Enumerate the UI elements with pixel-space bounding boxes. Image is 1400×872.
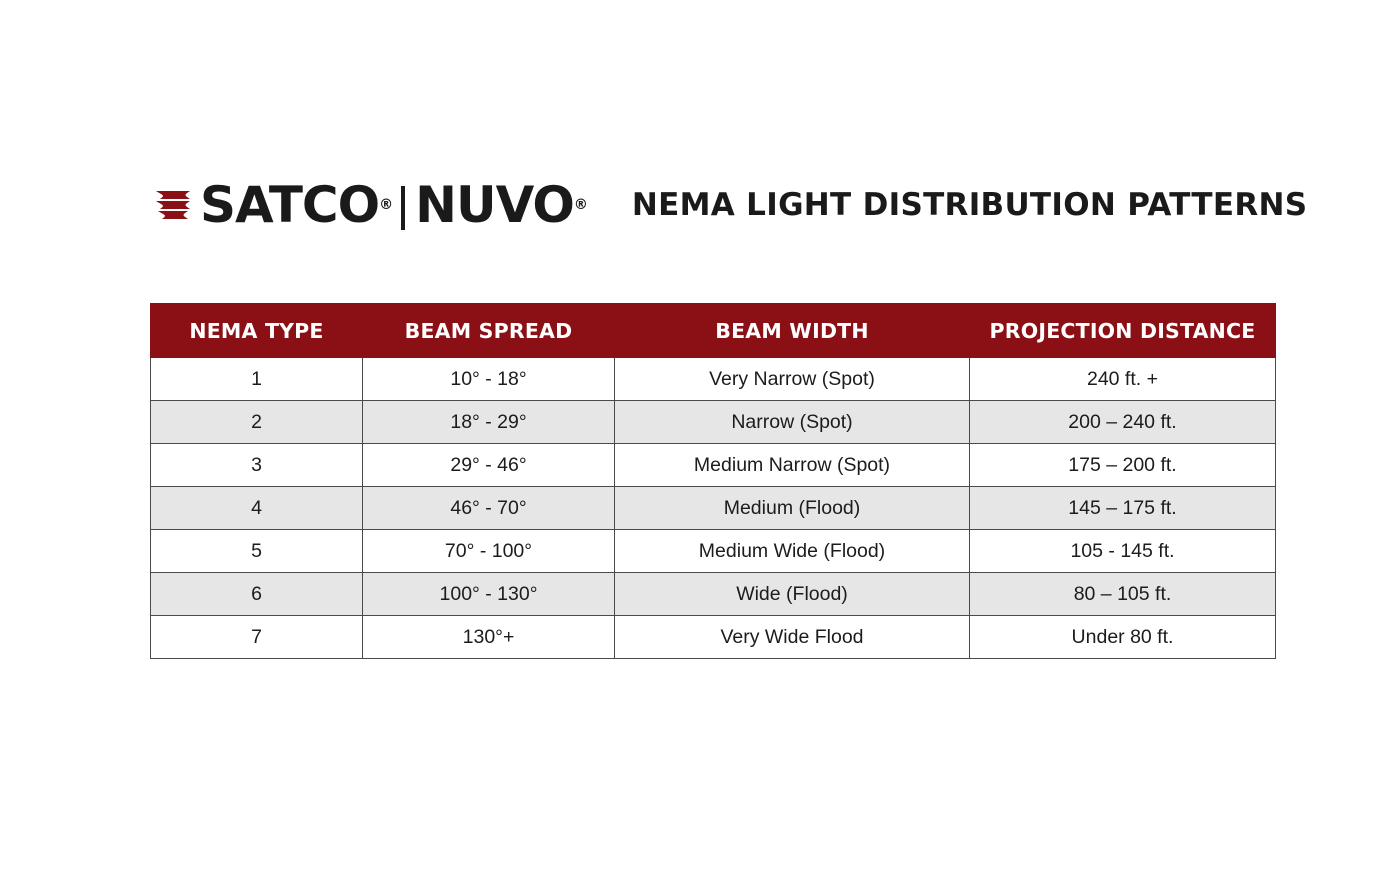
cell-beam-spread: 10° - 18°: [363, 358, 615, 401]
cell-nema-type: 1: [151, 358, 363, 401]
table-header-row: [151, 304, 1276, 358]
cell-beam-width: Very Wide Flood: [615, 616, 970, 659]
cell-beam-width: Medium Wide (Flood): [615, 530, 970, 573]
cell-nema-type: 5: [151, 530, 363, 573]
cell-beam-spread: 46° - 70°: [363, 487, 615, 530]
cell-beam-width: Narrow (Spot): [615, 401, 970, 444]
logo-nuvo-wordmark: NUVO: [415, 176, 574, 234]
logo-satco-wordmark: SATCO: [200, 176, 380, 234]
cell-nema-type: 7: [151, 616, 363, 659]
logo-nuvo-registered-mark: ®: [573, 197, 588, 213]
cell-beam-width: Very Narrow (Spot): [615, 358, 970, 401]
table-row: [151, 530, 1276, 573]
column-header-projection-distance: PROJECTION DISTANCE: [970, 304, 1276, 358]
table-row: [151, 487, 1276, 530]
document-header: [150, 170, 1307, 240]
cell-projection-distance: 175 – 200 ft.: [970, 444, 1276, 487]
cell-projection-distance: Under 80 ft.: [970, 616, 1276, 659]
cell-projection-distance: 105 - 145 ft.: [970, 530, 1276, 573]
cell-beam-width: Medium (Flood): [615, 487, 970, 530]
column-header-nema-type: NEMA TYPE: [151, 304, 363, 358]
cell-nema-type: 4: [151, 487, 363, 530]
page-title: NEMA LIGHT DISTRIBUTION PATTERNS: [631, 187, 1308, 223]
column-header-beam-width: BEAM WIDTH: [615, 304, 970, 358]
satco-nuvo-logo: [150, 175, 588, 235]
cell-beam-spread: 100° - 130°: [363, 573, 615, 616]
logo-divider: [401, 186, 405, 230]
cell-projection-distance: 80 – 105 ft.: [970, 573, 1276, 616]
nema-table-container: [150, 303, 1275, 659]
logo-satco-registered-mark: ®: [379, 197, 394, 213]
cell-beam-width: Wide (Flood): [615, 573, 970, 616]
table-row: [151, 444, 1276, 487]
cell-beam-width: Medium Narrow (Spot): [615, 444, 970, 487]
cell-projection-distance: 145 – 175 ft.: [970, 487, 1276, 530]
cell-beam-spread: 130°+: [363, 616, 615, 659]
cell-projection-distance: 240 ft. +: [970, 358, 1276, 401]
table-row: [151, 616, 1276, 659]
cell-beam-spread: 70° - 100°: [363, 530, 615, 573]
cell-nema-type: 2: [151, 401, 363, 444]
cell-beam-spread: 29° - 46°: [363, 444, 615, 487]
nema-distribution-table: [150, 303, 1276, 659]
table-row: [151, 401, 1276, 444]
cell-projection-distance: 200 – 240 ft.: [970, 401, 1276, 444]
satco-flag-icon: [150, 181, 198, 229]
column-header-beam-spread: BEAM SPREAD: [363, 304, 615, 358]
cell-nema-type: 3: [151, 444, 363, 487]
table-row: [151, 573, 1276, 616]
table-row: [151, 358, 1276, 401]
cell-nema-type: 6: [151, 573, 363, 616]
cell-beam-spread: 18° - 29°: [363, 401, 615, 444]
